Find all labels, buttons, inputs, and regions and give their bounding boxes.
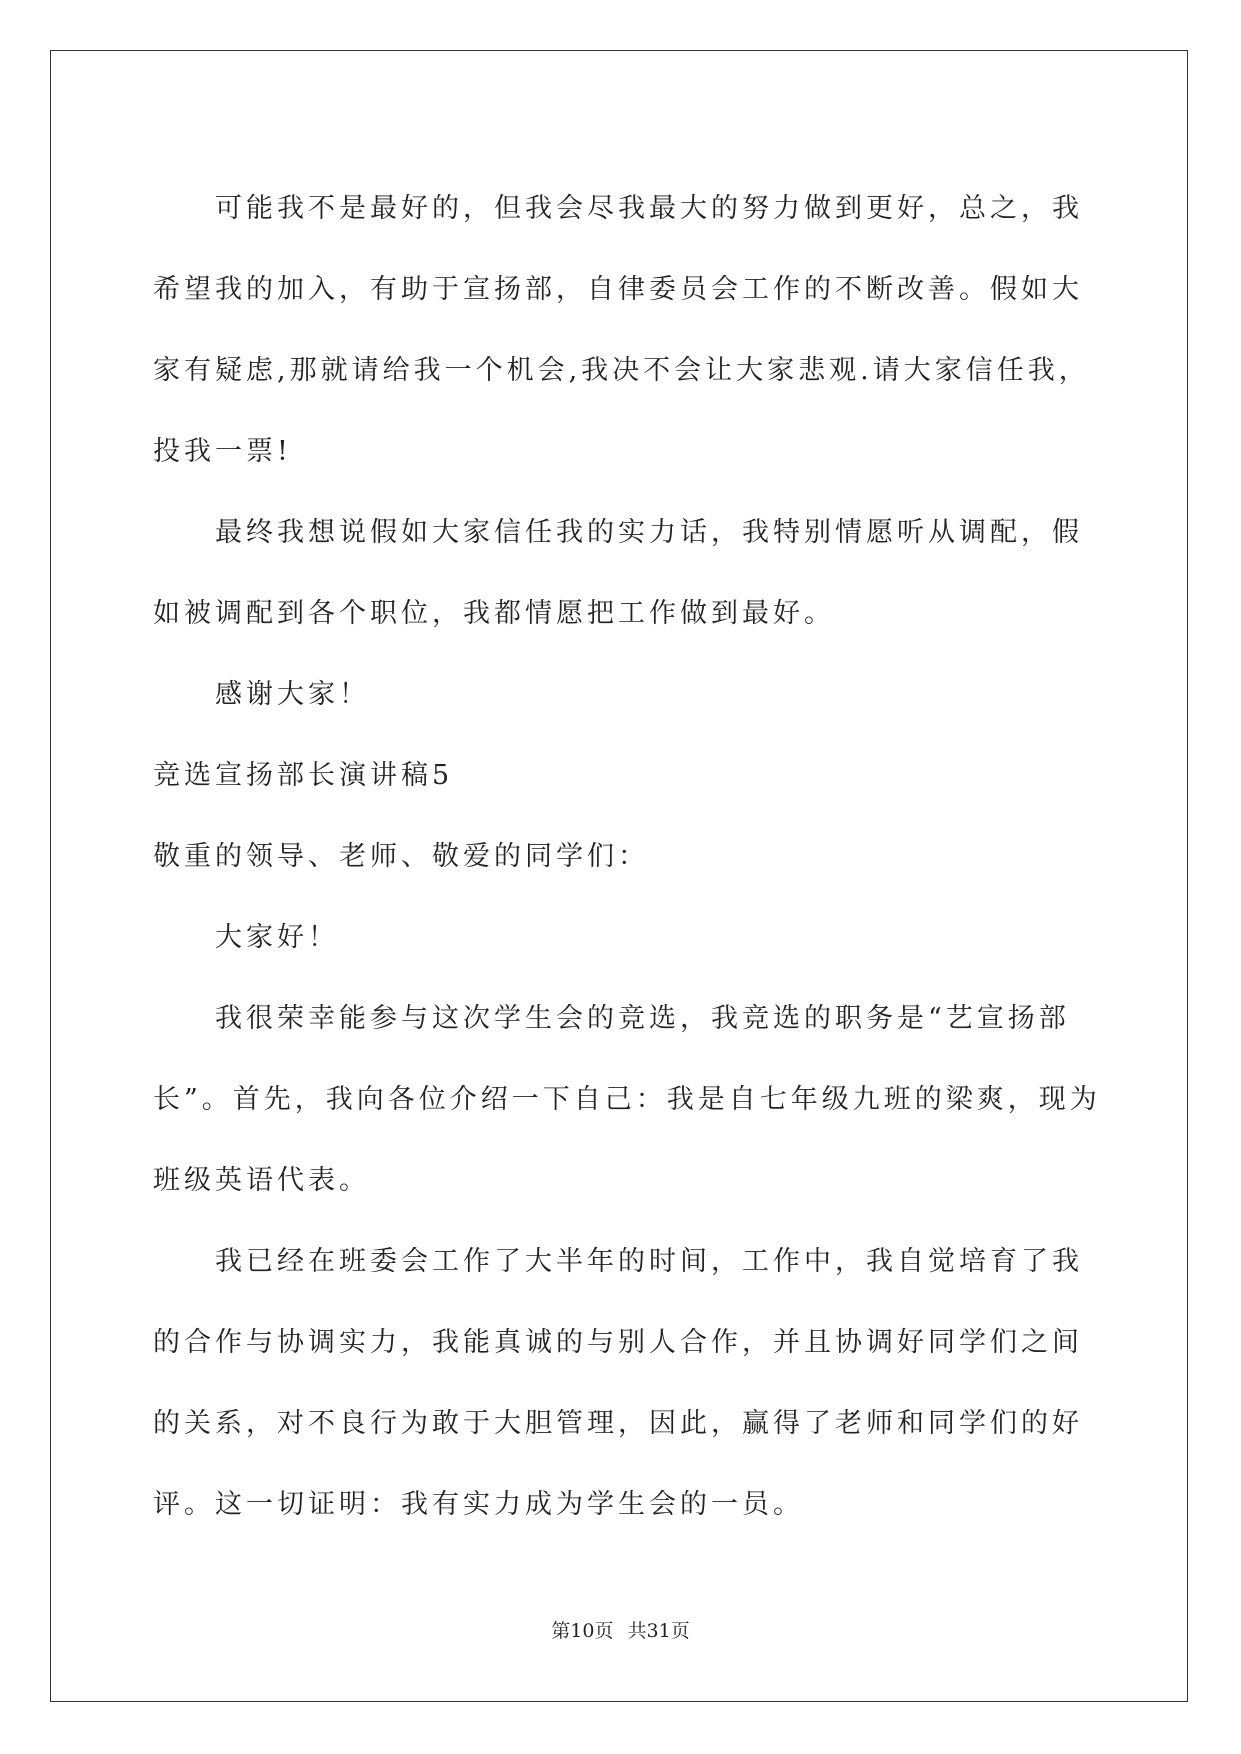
text-line: 长”。首先，我向各位介绍一下自己：我是自七年级九班的梁爽，现为: [153, 1084, 1101, 1115]
paragraph: [153, 492, 1093, 654]
paragraph: [153, 168, 1093, 492]
text-line: 家有疑虑,那就请给我一个机会,我决不会让大家悲观.请大家信任我，: [153, 355, 1090, 386]
document-body: [153, 168, 1101, 1545]
heading-text: 竞选宣扬部长演讲稿5: [153, 760, 454, 791]
text-line: 感谢大家！: [215, 679, 370, 710]
paragraph: [153, 1221, 1093, 1545]
text-line: 敬重的领导、老师、敬爱的同学们：: [153, 841, 649, 872]
page-footer: [0, 1616, 1241, 1643]
text-line: 的合作与协调实力，我能真诚的与别人合作，并且协调好同学们之间: [153, 1327, 1083, 1358]
text-line: 如被调配到各个职位，我都情愿把工作做到最好。: [153, 598, 835, 629]
text-line: 希望我的加入，有助于宣扬部，自律委员会工作的不断改善。假如大: [153, 274, 1083, 305]
paragraph: [153, 654, 1093, 735]
text-line: 大家好！: [215, 922, 339, 953]
text-line: 的关系，对不良行为敢于大胆管理，因此，赢得了老师和同学们的好: [153, 1408, 1083, 1439]
text-line: 我很荣幸能参与这次学生会的竞选，我竞选的职务是“艺宣扬部: [215, 1003, 1070, 1034]
text-line: 投我一票!: [153, 436, 292, 467]
text-line: 我已经在班委会工作了大半年的时间，工作中，我自觉培育了我: [215, 1246, 1083, 1277]
greeting: [153, 897, 1093, 978]
text-line: 最终我想说假如大家信任我的实力话，我特别情愿听从调配，假: [215, 517, 1083, 548]
paragraph: [153, 978, 1101, 1221]
text-line: 班级英语代表。: [153, 1165, 370, 1196]
section-heading: [153, 735, 1093, 816]
page-total: 共31页: [627, 1620, 690, 1642]
text-line: 评。这一切证明：我有实力成为学生会的一员。: [153, 1489, 804, 1520]
page-number: 第10页: [551, 1620, 614, 1642]
salutation: [153, 816, 1093, 897]
text-line: 可能我不是最好的，但我会尽我最大的努力做到更好，总之，我: [215, 193, 1083, 224]
